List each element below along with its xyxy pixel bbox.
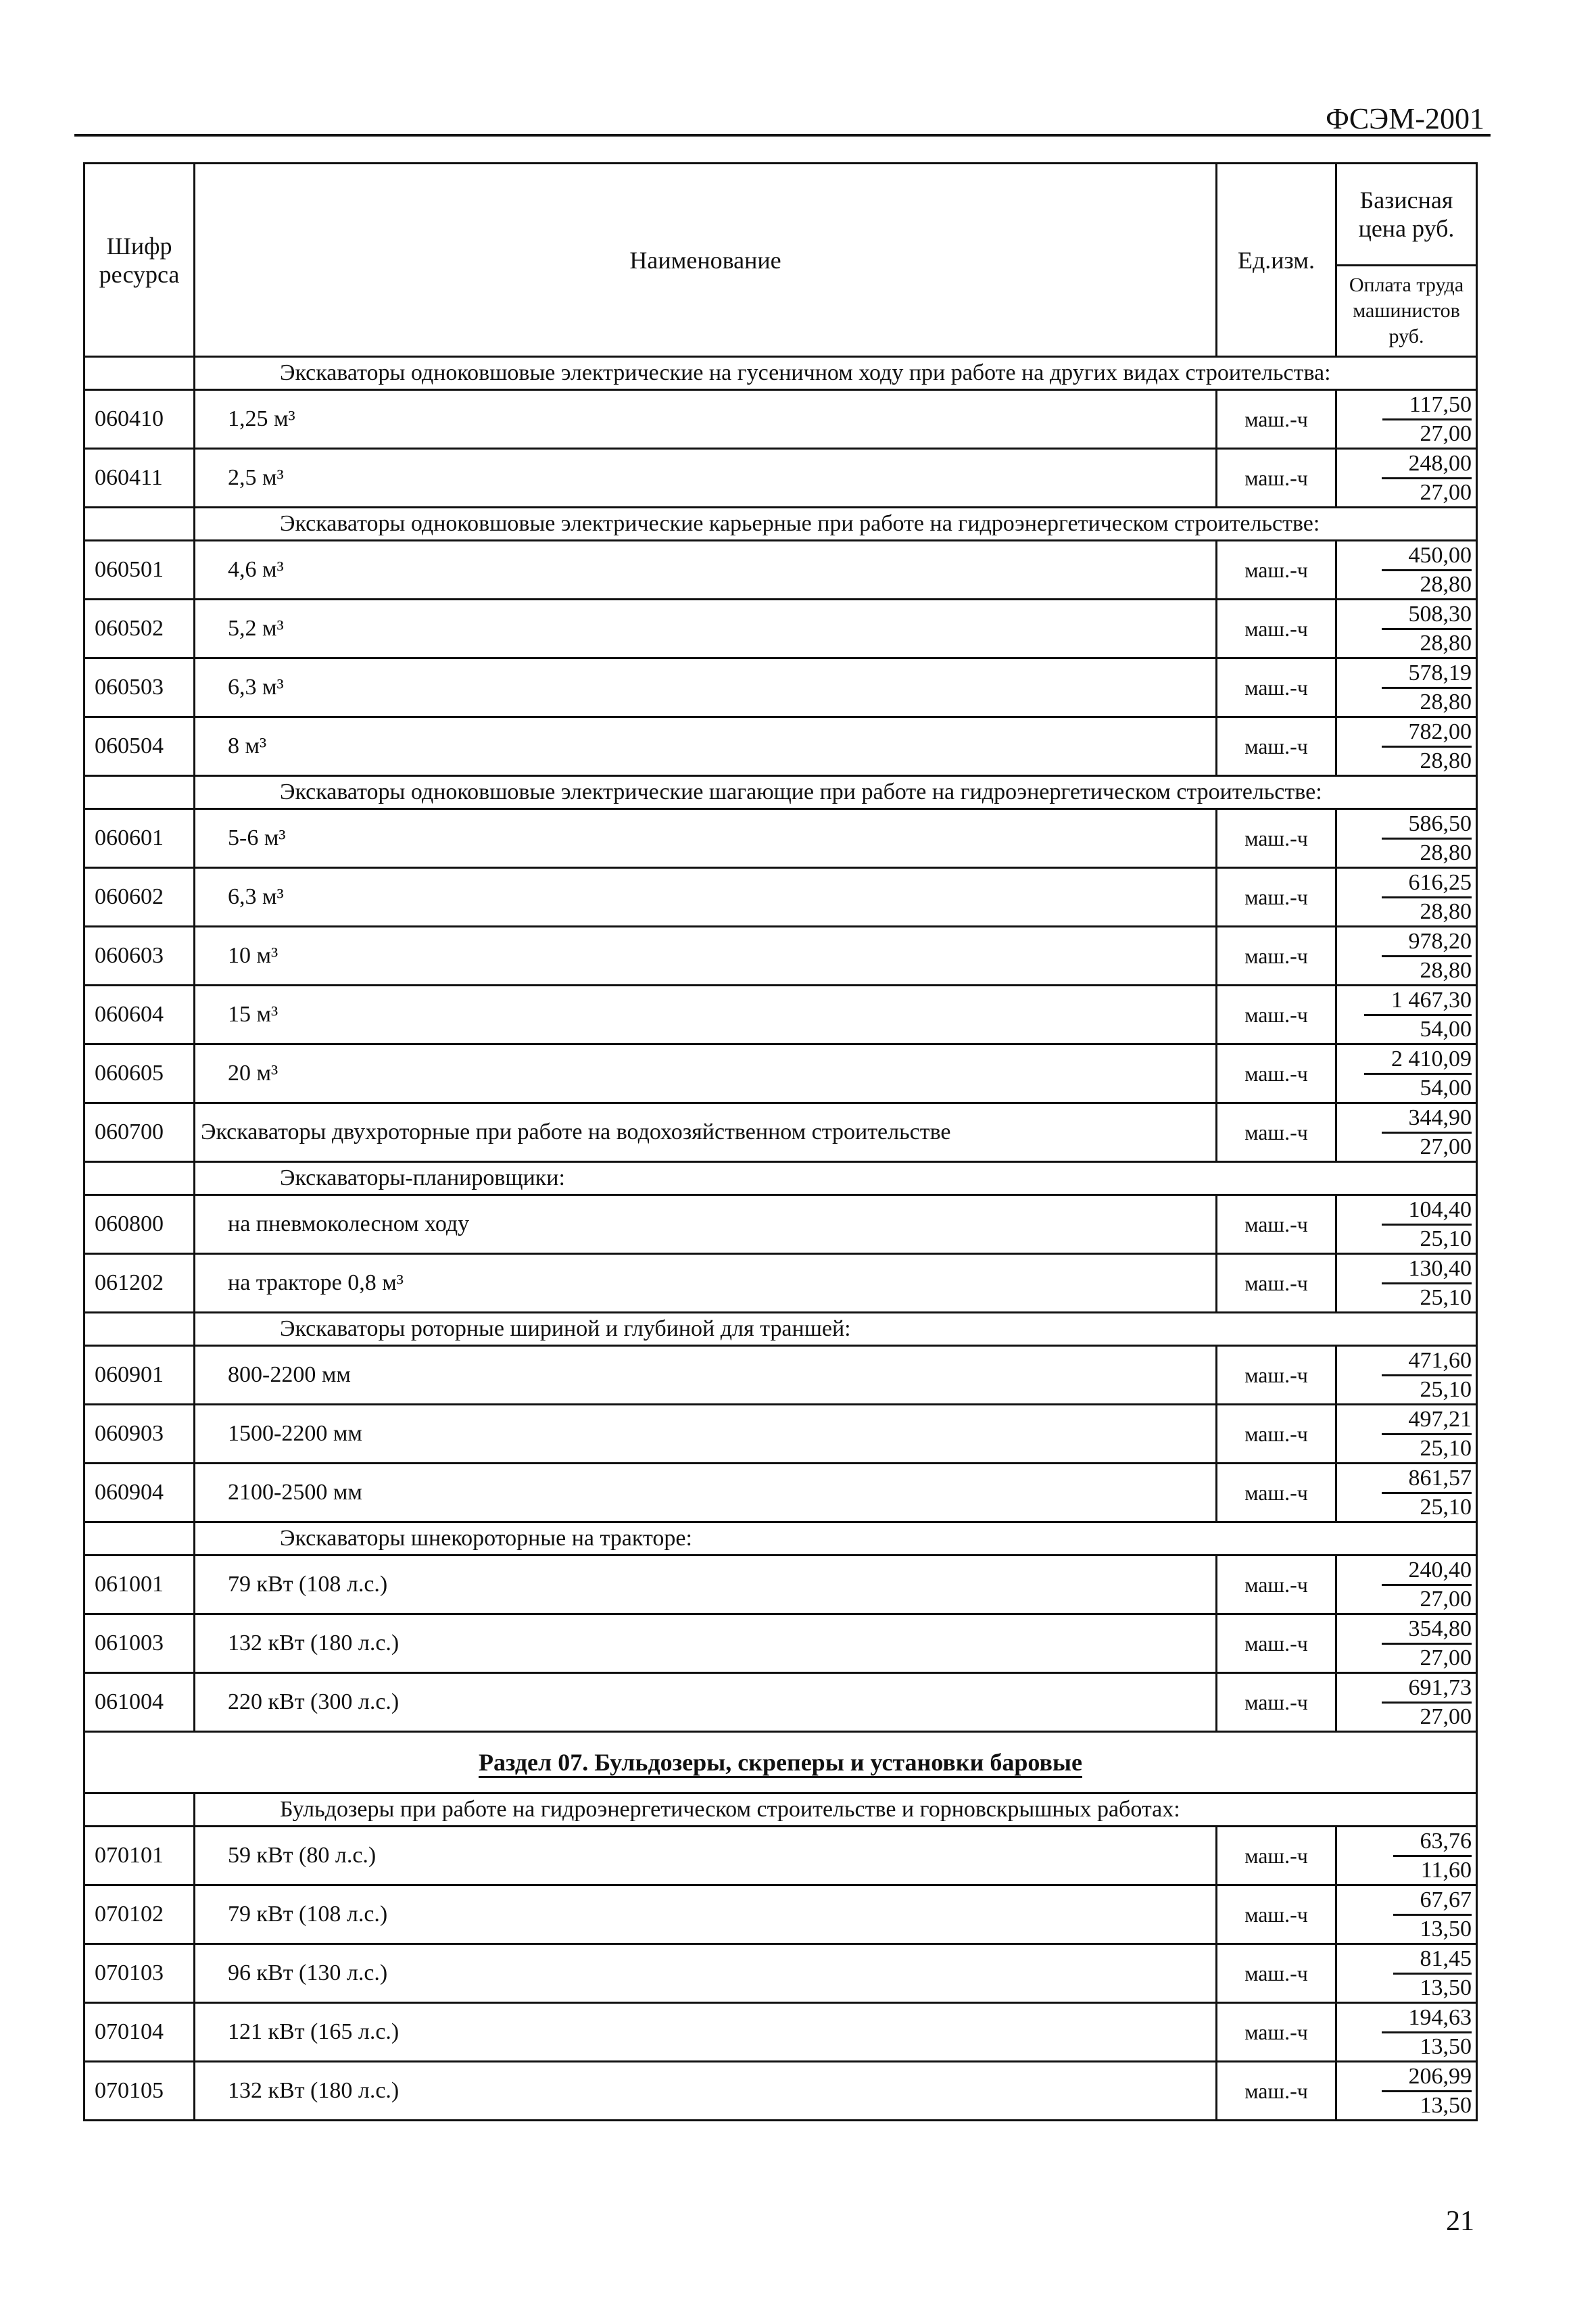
unit-of-measure: маш.-ч bbox=[1217, 2062, 1336, 2121]
table-row bbox=[84, 927, 1477, 986]
resource-code: 060604 bbox=[84, 986, 195, 1044]
price-cell bbox=[1336, 1464, 1477, 1522]
resource-code: 060503 bbox=[84, 658, 195, 717]
price-cell bbox=[1336, 1405, 1477, 1464]
base-price: 117,50 bbox=[1382, 391, 1472, 420]
group-title: Экскаваторы одноковшовые электрические карьерные при работе на гидроэнергетическом строительстве: bbox=[195, 508, 1477, 541]
price-cell bbox=[1336, 809, 1477, 868]
price-cell bbox=[1336, 449, 1477, 508]
resource-name: 10 м³ bbox=[195, 927, 1217, 986]
resource-name: Экскаваторы двухроторные при работе на водохозяйственном строительстве bbox=[195, 1103, 1217, 1162]
base-price: 508,30 bbox=[1382, 601, 1472, 630]
unit-of-measure: маш.-ч bbox=[1217, 1254, 1336, 1313]
price-cell bbox=[1336, 1944, 1477, 2003]
resource-code: 060901 bbox=[84, 1346, 195, 1405]
table-row bbox=[84, 1405, 1477, 1464]
unit-of-measure: маш.-ч bbox=[1217, 1405, 1336, 1464]
document-code: ФСЭМ-2001 bbox=[1326, 102, 1484, 135]
price-cell bbox=[1336, 1346, 1477, 1405]
resource-name: 5,2 м³ bbox=[195, 600, 1217, 658]
resource-code: 060501 bbox=[84, 541, 195, 600]
resource-name: 4,6 м³ bbox=[195, 541, 1217, 600]
resource-name: 132 кВт (180 л.с.) bbox=[195, 2062, 1217, 2121]
resource-code: 060605 bbox=[84, 1044, 195, 1103]
labor-cost: 28,80 bbox=[1420, 689, 1472, 715]
unit-of-measure: маш.-ч bbox=[1217, 541, 1336, 600]
labor-cost: 28,80 bbox=[1420, 630, 1472, 656]
group-header-row bbox=[84, 776, 1477, 809]
resource-name: 79 кВт (108 л.с.) bbox=[195, 1555, 1217, 1614]
price-cell bbox=[1336, 1103, 1477, 1162]
resource-code: 061003 bbox=[84, 1614, 195, 1673]
resource-code: 061202 bbox=[84, 1254, 195, 1313]
base-price: 2 410,09 bbox=[1364, 1046, 1472, 1075]
unit-of-measure: маш.-ч bbox=[1217, 449, 1336, 508]
resource-name: 79 кВт (108 л.с.) bbox=[195, 1885, 1217, 1944]
group-header-row bbox=[84, 1313, 1477, 1346]
unit-of-measure: маш.-ч bbox=[1217, 717, 1336, 776]
section-title-row bbox=[84, 1732, 1477, 1793]
group-header-row bbox=[84, 1793, 1477, 1827]
price-cell bbox=[1336, 541, 1477, 600]
price-cell bbox=[1336, 390, 1477, 449]
base-price: 450,00 bbox=[1382, 542, 1472, 571]
base-price: 240,40 bbox=[1382, 1557, 1472, 1586]
base-price: 63,76 bbox=[1393, 1828, 1472, 1857]
table-row bbox=[84, 1254, 1477, 1313]
base-price: 1 467,30 bbox=[1364, 987, 1472, 1016]
labor-cost: 54,00 bbox=[1420, 1075, 1472, 1101]
resource-code: 060800 bbox=[84, 1195, 195, 1254]
resource-code: 060903 bbox=[84, 1405, 195, 1464]
base-price: 616,25 bbox=[1382, 869, 1472, 898]
group-code-cell bbox=[84, 776, 195, 809]
unit-of-measure: маш.-ч bbox=[1217, 868, 1336, 927]
group-title: Бульдозеры при работе на гидроэнергетическом строительстве и горновскрышных работах: bbox=[195, 1793, 1477, 1827]
unit-of-measure: маш.-ч bbox=[1217, 1103, 1336, 1162]
unit-of-measure: маш.-ч bbox=[1217, 809, 1336, 868]
group-code-cell bbox=[84, 508, 195, 541]
base-price: 578,19 bbox=[1382, 660, 1472, 689]
unit-of-measure: маш.-ч bbox=[1217, 390, 1336, 449]
price-cell bbox=[1336, 1555, 1477, 1614]
base-price: 978,20 bbox=[1382, 928, 1472, 957]
table-header-row bbox=[84, 164, 1477, 266]
labor-cost: 25,10 bbox=[1420, 1284, 1472, 1310]
unit-of-measure: маш.-ч bbox=[1217, 1346, 1336, 1405]
price-cell bbox=[1336, 927, 1477, 986]
price-cell bbox=[1336, 2062, 1477, 2121]
resource-name: 15 м³ bbox=[195, 986, 1217, 1044]
table-row bbox=[84, 986, 1477, 1044]
column-header-labor: Оплата труда машинистов руб. bbox=[1336, 266, 1477, 357]
resource-name: 1500-2200 мм bbox=[195, 1405, 1217, 1464]
table-row bbox=[84, 1346, 1477, 1405]
resource-name: 132 кВт (180 л.с.) bbox=[195, 1614, 1217, 1673]
table-row bbox=[84, 1944, 1477, 2003]
group-code-cell bbox=[84, 1522, 195, 1555]
column-header-price: Базисная цена руб. bbox=[1336, 164, 1477, 266]
resource-name: 2,5 м³ bbox=[195, 449, 1217, 508]
resource-code: 060601 bbox=[84, 809, 195, 868]
base-price: 194,63 bbox=[1382, 2004, 1472, 2033]
table-row bbox=[84, 868, 1477, 927]
base-price: 586,50 bbox=[1382, 811, 1472, 840]
resource-name: 6,3 м³ bbox=[195, 658, 1217, 717]
resource-code: 070101 bbox=[84, 1827, 195, 1885]
table-row bbox=[84, 1464, 1477, 1522]
table-row bbox=[84, 1044, 1477, 1103]
labor-cost: 27,00 bbox=[1420, 1586, 1472, 1612]
unit-of-measure: маш.-ч bbox=[1217, 1195, 1336, 1254]
resource-name: 20 м³ bbox=[195, 1044, 1217, 1103]
table-row bbox=[84, 600, 1477, 658]
unit-of-measure: маш.-ч bbox=[1217, 986, 1336, 1044]
resource-code: 061001 bbox=[84, 1555, 195, 1614]
base-price: 67,67 bbox=[1393, 1887, 1472, 1916]
labor-cost: 25,10 bbox=[1420, 1494, 1472, 1520]
labor-cost: 13,50 bbox=[1420, 1975, 1472, 2000]
resource-name: 121 кВт (165 л.с.) bbox=[195, 2003, 1217, 2062]
unit-of-measure: маш.-ч bbox=[1217, 1885, 1336, 1944]
price-cell bbox=[1336, 1827, 1477, 1885]
group-title: Экскаваторы одноковшовые электрические на гусеничном ходу при работе на других видах строительства: bbox=[195, 357, 1477, 390]
price-table-body bbox=[84, 164, 1477, 2121]
table-row bbox=[84, 449, 1477, 508]
price-cell bbox=[1336, 600, 1477, 658]
unit-of-measure: маш.-ч bbox=[1217, 1944, 1336, 2003]
unit-of-measure: маш.-ч bbox=[1217, 1555, 1336, 1614]
table-row bbox=[84, 2062, 1477, 2121]
table-row bbox=[84, 1827, 1477, 1885]
base-price: 861,57 bbox=[1382, 1465, 1472, 1494]
table-row bbox=[84, 1673, 1477, 1732]
resource-name: 6,3 м³ bbox=[195, 868, 1217, 927]
resource-name: на тракторе 0,8 м³ bbox=[195, 1254, 1217, 1313]
unit-of-measure: маш.-ч bbox=[1217, 600, 1336, 658]
table-row bbox=[84, 809, 1477, 868]
table-row bbox=[84, 658, 1477, 717]
labor-cost: 27,00 bbox=[1420, 479, 1472, 505]
column-header-code: Шифр ресурса bbox=[84, 164, 195, 357]
base-price: 104,40 bbox=[1382, 1197, 1472, 1226]
base-price: 354,80 bbox=[1382, 1616, 1472, 1645]
group-code-cell bbox=[84, 1793, 195, 1827]
labor-cost: 27,00 bbox=[1420, 420, 1472, 446]
page-number: 21 bbox=[1446, 2206, 1474, 2237]
group-header-row bbox=[84, 1522, 1477, 1555]
resource-name: 2100-2500 мм bbox=[195, 1464, 1217, 1522]
resource-code: 060602 bbox=[84, 868, 195, 927]
labor-cost: 25,10 bbox=[1420, 1376, 1472, 1402]
resource-code: 060502 bbox=[84, 600, 195, 658]
labor-cost: 25,10 bbox=[1420, 1435, 1472, 1461]
header-rule bbox=[74, 134, 1491, 137]
table-row bbox=[84, 1614, 1477, 1673]
resource-code: 060904 bbox=[84, 1464, 195, 1522]
price-cell bbox=[1336, 1254, 1477, 1313]
table-row bbox=[84, 1103, 1477, 1162]
unit-of-measure: маш.-ч bbox=[1217, 2003, 1336, 2062]
labor-cost: 28,80 bbox=[1420, 898, 1472, 924]
price-cell bbox=[1336, 986, 1477, 1044]
labor-cost: 28,80 bbox=[1420, 840, 1472, 865]
resource-name: на пневмоколесном ходу bbox=[195, 1195, 1217, 1254]
unit-of-measure: маш.-ч bbox=[1217, 1673, 1336, 1732]
unit-of-measure: маш.-ч bbox=[1217, 1614, 1336, 1673]
labor-cost: 54,00 bbox=[1420, 1016, 1472, 1042]
price-cell bbox=[1336, 868, 1477, 927]
group-header-row bbox=[84, 508, 1477, 541]
resource-code: 070104 bbox=[84, 2003, 195, 2062]
unit-of-measure: маш.-ч bbox=[1217, 927, 1336, 986]
resource-name: 1,25 м³ bbox=[195, 390, 1217, 449]
labor-cost: 11,60 bbox=[1420, 1857, 1472, 1883]
table-row bbox=[84, 390, 1477, 449]
group-title: Экскаваторы одноковшовые электрические шагающие при работе на гидроэнергетическом строительстве: bbox=[195, 776, 1477, 809]
group-code-cell bbox=[84, 1162, 195, 1195]
labor-cost: 13,50 bbox=[1420, 1916, 1472, 1941]
resource-code: 070105 bbox=[84, 2062, 195, 2121]
labor-cost: 27,00 bbox=[1420, 1645, 1472, 1670]
labor-cost: 27,00 bbox=[1420, 1704, 1472, 1729]
resource-name: 8 м³ bbox=[195, 717, 1217, 776]
base-price: 130,40 bbox=[1382, 1255, 1472, 1284]
price-cell bbox=[1336, 717, 1477, 776]
table-row bbox=[84, 1555, 1477, 1614]
labor-cost: 25,10 bbox=[1420, 1226, 1472, 1251]
resource-name: 59 кВт (80 л.с.) bbox=[195, 1827, 1217, 1885]
group-header-row bbox=[84, 357, 1477, 390]
resource-name: 220 кВт (300 л.с.) bbox=[195, 1673, 1217, 1732]
resource-code: 060700 bbox=[84, 1103, 195, 1162]
column-header-unit: Ед.изм. bbox=[1217, 164, 1336, 357]
price-cell bbox=[1336, 658, 1477, 717]
unit-of-measure: маш.-ч bbox=[1217, 1044, 1336, 1103]
resource-name: 96 кВт (130 л.с.) bbox=[195, 1944, 1217, 2003]
labor-cost: 13,50 bbox=[1420, 2033, 1472, 2059]
resource-code: 060603 bbox=[84, 927, 195, 986]
resource-code: 060504 bbox=[84, 717, 195, 776]
base-price: 81,45 bbox=[1393, 1946, 1472, 1975]
group-code-cell bbox=[84, 357, 195, 390]
price-cell bbox=[1336, 1044, 1477, 1103]
base-price: 206,99 bbox=[1382, 2063, 1472, 2092]
table-row bbox=[84, 1885, 1477, 1944]
group-title: Экскаваторы роторные шириной и глубиной для траншей: bbox=[195, 1313, 1477, 1346]
base-price: 497,21 bbox=[1382, 1406, 1472, 1435]
table-row bbox=[84, 717, 1477, 776]
table-row bbox=[84, 2003, 1477, 2062]
labor-cost: 13,50 bbox=[1420, 2092, 1472, 2118]
group-title: Экскаваторы шнекороторные на тракторе: bbox=[195, 1522, 1477, 1555]
base-price: 471,60 bbox=[1382, 1347, 1472, 1376]
price-cell bbox=[1336, 1614, 1477, 1673]
price-cell bbox=[1336, 1673, 1477, 1732]
unit-of-measure: маш.-ч bbox=[1217, 1827, 1336, 1885]
table-row bbox=[84, 541, 1477, 600]
base-price: 691,73 bbox=[1382, 1674, 1472, 1704]
labor-cost: 28,80 bbox=[1420, 957, 1472, 983]
price-table bbox=[83, 162, 1478, 2121]
resource-code: 060410 bbox=[84, 390, 195, 449]
resource-name: 800-2200 мм bbox=[195, 1346, 1217, 1405]
base-price: 248,00 bbox=[1382, 450, 1472, 479]
resource-name: 5-6 м³ bbox=[195, 809, 1217, 868]
table-row bbox=[84, 1195, 1477, 1254]
labor-cost: 27,00 bbox=[1420, 1134, 1472, 1159]
resource-code: 070103 bbox=[84, 1944, 195, 2003]
resource-code: 070102 bbox=[84, 1885, 195, 1944]
price-cell bbox=[1336, 1885, 1477, 1944]
group-code-cell bbox=[84, 1313, 195, 1346]
section-title: Раздел 07. Бульдозеры, скреперы и установки баровые bbox=[84, 1732, 1477, 1793]
base-price: 782,00 bbox=[1382, 719, 1472, 748]
labor-cost: 28,80 bbox=[1420, 748, 1472, 773]
price-cell bbox=[1336, 1195, 1477, 1254]
group-header-row bbox=[84, 1162, 1477, 1195]
unit-of-measure: маш.-ч bbox=[1217, 1464, 1336, 1522]
labor-cost: 28,80 bbox=[1420, 571, 1472, 597]
resource-code: 061004 bbox=[84, 1673, 195, 1732]
resource-code: 060411 bbox=[84, 449, 195, 508]
price-cell bbox=[1336, 2003, 1477, 2062]
group-title: Экскаваторы-планировщики: bbox=[195, 1162, 1477, 1195]
base-price: 344,90 bbox=[1382, 1105, 1472, 1134]
unit-of-measure: маш.-ч bbox=[1217, 658, 1336, 717]
column-header-name: Наименование bbox=[195, 164, 1217, 357]
